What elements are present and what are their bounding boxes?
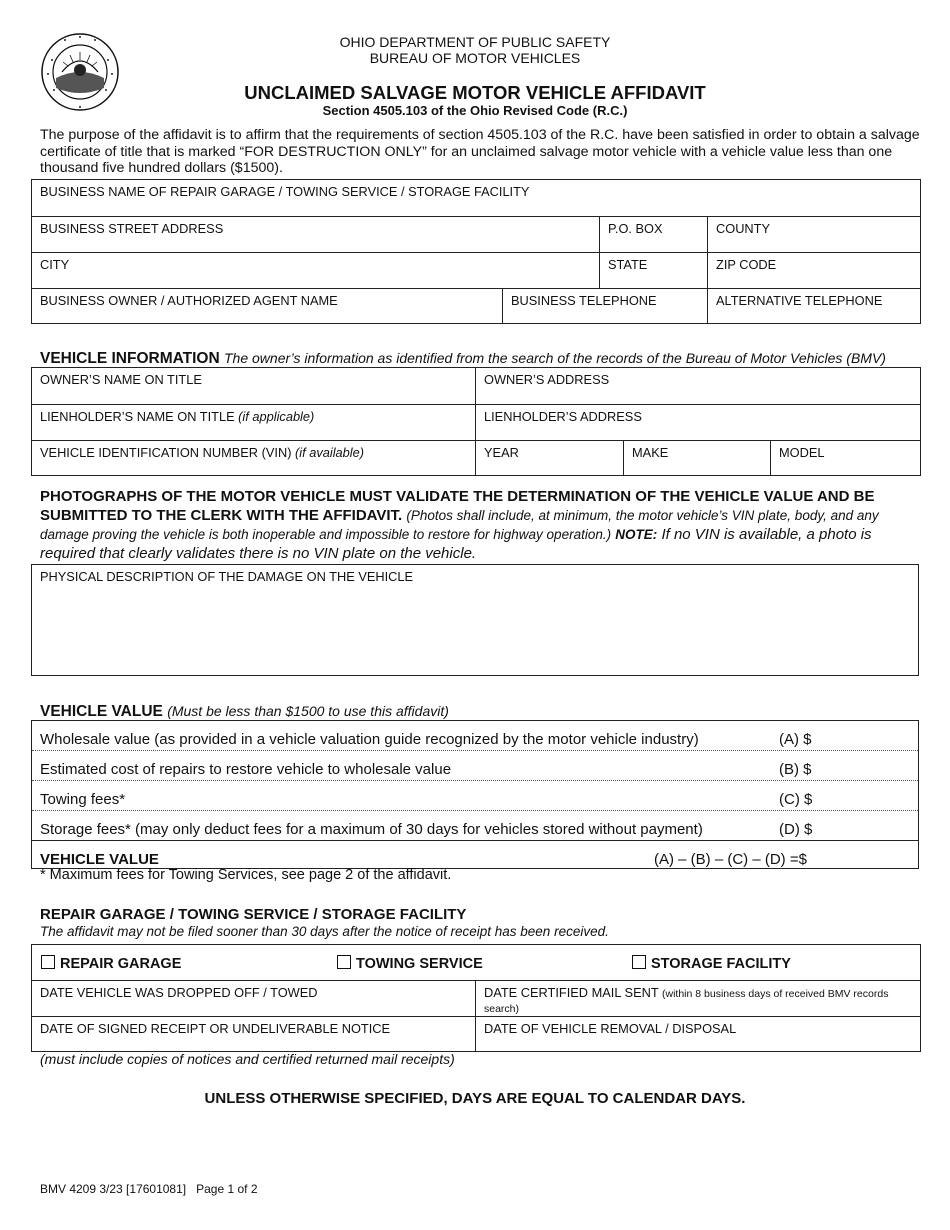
storage-facility-checkbox[interactable] (632, 955, 646, 969)
business-name-field[interactable] (32, 180, 918, 216)
year-label: YEAR (484, 445, 519, 460)
max-fees-footnote: * Maximum fees for Towing Services, see page 2 of the affidavit. (40, 867, 452, 883)
alt-phone-label: ALTERNATIVE TELEPHONE (716, 293, 883, 308)
vin-field[interactable] (32, 441, 475, 475)
towing-fees-label: Towing fees* (40, 791, 126, 808)
business-phone-field[interactable] (502, 289, 707, 323)
business-street-field[interactable] (32, 217, 599, 252)
must-include-note: (must include copies of notices and certified returned mail receipts) (40, 1051, 455, 1067)
po-box-label: P.O. BOX (608, 221, 663, 236)
vehicle-value-note: (Must be less than $1500 to use this affidavit) (167, 703, 449, 719)
date-certified-note: (within 8 business days of received BMV records search) (484, 988, 889, 1015)
date-certified-field[interactable] (475, 981, 918, 1016)
vin-label: VEHICLE IDENTIFICATION NUMBER (VIN) (40, 445, 292, 460)
wholesale-value-amount[interactable]: (A) $ (779, 731, 812, 748)
model-label: MODEL (779, 445, 825, 460)
county-field[interactable] (707, 217, 918, 252)
owner-name-label: OWNER’S NAME ON TITLE (40, 372, 202, 387)
business-street-label: BUSINESS STREET ADDRESS (40, 221, 224, 236)
storage-facility-option[interactable] (632, 955, 791, 972)
note-label: NOTE: (615, 527, 658, 542)
make-field[interactable] (623, 441, 770, 475)
state-label: STATE (608, 257, 648, 272)
date-receipt-field[interactable] (32, 1017, 475, 1051)
photographs-italic-text: (Photos shall include, at minimum, the motor vehicle’s VIN plate, body, and any damage proving the vehicle is both inoperable and impossible to restore for highway operation.) (40, 508, 879, 542)
alt-phone-field[interactable] (707, 289, 918, 323)
business-name-label: BUSINESS NAME OF REPAIR GARAGE / TOWING SERVICE / STORAGE FACILITY (40, 184, 530, 199)
business-owner-field[interactable] (32, 289, 502, 323)
year-field[interactable] (475, 441, 623, 475)
facility-type-row (32, 945, 920, 980)
lienholder-address-field[interactable] (475, 405, 918, 440)
towing-service-checkbox[interactable] (337, 955, 351, 969)
vehicle-value-table (31, 720, 919, 869)
vehicle-info-title: VEHICLE INFORMATION (40, 350, 220, 367)
vehicle-value-total-row[interactable] (32, 840, 918, 868)
date-dropped-label: DATE VEHICLE WAS DROPPED OFF / TOWED (40, 985, 318, 1000)
business-phone-label: BUSINESS TELEPHONE (511, 293, 657, 308)
lienholder-address-label: LIENHOLDER’S ADDRESS (484, 409, 642, 424)
repair-cost-row[interactable] (32, 750, 918, 780)
facility-grid (31, 944, 921, 1052)
form-subtitle: Section 4505.103 of the Ohio Revised Code (R.C.) (322, 103, 628, 118)
towing-fees-row[interactable] (32, 780, 918, 810)
zip-field[interactable] (707, 253, 918, 288)
county-label: COUNTY (716, 221, 771, 236)
lienholder-name-label: LIENHOLDER’S NAME ON TITLE (40, 409, 235, 424)
storage-fees-amount[interactable]: (D) $ (779, 821, 813, 838)
towing-service-label: TOWING SERVICE (356, 956, 483, 972)
facility-heading: REPAIR GARAGE / TOWING SERVICE / STORAGE FACILITY (40, 906, 467, 923)
form-footer: BMV 4209 3/23 [17601081] Page 1 of 2 (40, 1182, 258, 1196)
towing-fees-amount[interactable]: (C) $ (779, 791, 813, 808)
date-removal-label: DATE OF VEHICLE REMOVAL / DISPOSAL (484, 1021, 737, 1036)
note-text: If no VIN is available, a photo is required that clearly validates there is no VIN plate on the vehicle. (40, 526, 872, 562)
photographs-requirement (40, 487, 920, 563)
date-receipt-label: DATE OF SIGNED RECEIPT OR UNDELIVERABLE NOTICE (40, 1021, 391, 1036)
storage-facility-label: STORAGE FACILITY (651, 956, 791, 972)
date-dropped-field[interactable] (32, 981, 475, 1016)
vehicle-info-grid (31, 367, 921, 476)
vehicle-value-title: VEHICLE VALUE (40, 703, 163, 720)
date-certified-label: DATE CERTIFIED MAIL SENT (484, 985, 659, 1000)
vehicle-value-heading (40, 703, 449, 721)
storage-fees-label: Storage fees* (may only deduct fees for a maximum of 30 days for vehicles stored without payment) (40, 821, 703, 838)
zip-label: ZIP CODE (716, 257, 777, 272)
owner-address-label: OWNER’S ADDRESS (484, 372, 610, 387)
date-removal-field[interactable] (475, 1017, 918, 1051)
purpose-statement: The purpose of the affidavit is to affirm that the requirements of section 4505.103 of the R.C. have been satisfied in order to obtain a salvage certificate of title that is marked “FOR DESTRUCTION ONLY” for an unclaimed salvage motor vehicle with a vehicle value less than one thousand five hundred dollars ($1500). (40, 127, 920, 176)
business-owner-label: BUSINESS OWNER / AUTHORIZED AGENT NAME (40, 293, 338, 308)
photographs-bold-text: PHOTOGRAPHS OF THE MOTOR VEHICLE MUST VALIDATE THE DETERMINATION OF THE VEHICLE VALUE AND BE SUBMITTED TO THE CLERK WITH THE AFFIDAVIT. (40, 488, 875, 524)
towing-service-option[interactable] (337, 955, 483, 972)
lienholder-name-field[interactable] (32, 405, 475, 440)
repair-cost-label: Estimated cost of repairs to restore vehicle to wholesale value (40, 761, 452, 778)
vehicle-info-heading (40, 350, 886, 368)
calendar-days-note: UNLESS OTHERWISE SPECIFIED, DAYS ARE EQUAL TO CALENDAR DAYS. (204, 1090, 746, 1107)
agency-line-1: OHIO DEPARTMENT OF PUBLIC SAFETY (339, 34, 611, 50)
owner-name-field[interactable] (32, 368, 475, 404)
state-field[interactable] (599, 253, 707, 288)
vin-note: (if available) (295, 445, 365, 460)
po-box-field[interactable] (599, 217, 707, 252)
lienholder-name-note: (if applicable) (238, 409, 315, 424)
vehicle-value-total-label: VEHICLE VALUE (40, 851, 159, 868)
wholesale-value-label: Wholesale value (as provided in a vehicle valuation guide recognized by the motor vehicle industry) (40, 731, 699, 748)
agency-name (0, 34, 950, 66)
vehicle-value-total-formula[interactable]: (A) – (B) – (C) – (D) =$ (654, 851, 807, 868)
city-field[interactable] (32, 253, 599, 288)
make-label: MAKE (632, 445, 669, 460)
city-label: CITY (40, 257, 70, 272)
owner-address-field[interactable] (475, 368, 918, 404)
repair-garage-option[interactable] (41, 955, 181, 972)
agency-line-2: BUREAU OF MOTOR VEHICLES (369, 50, 581, 66)
repair-garage-label: REPAIR GARAGE (60, 956, 182, 972)
form-title: UNCLAIMED SALVAGE MOTOR VEHICLE AFFIDAVIT (244, 82, 706, 103)
damage-description-field[interactable] (31, 564, 919, 676)
facility-subheading: The affidavit may not be filed sooner than 30 days after the notice of receipt has been received. (40, 924, 609, 939)
business-info-grid (31, 179, 921, 324)
damage-description-label: PHYSICAL DESCRIPTION OF THE DAMAGE ON THE VEHICLE (40, 569, 414, 584)
storage-fees-row[interactable] (32, 810, 918, 840)
wholesale-value-row[interactable] (32, 721, 918, 750)
repair-cost-amount[interactable]: (B) $ (779, 761, 812, 778)
model-field[interactable] (770, 441, 918, 475)
vehicle-info-note: The owner’s information as identified from the search of the records of the Bureau of Motor Vehicles (BMV) (224, 350, 886, 366)
repair-garage-checkbox[interactable] (41, 955, 55, 969)
